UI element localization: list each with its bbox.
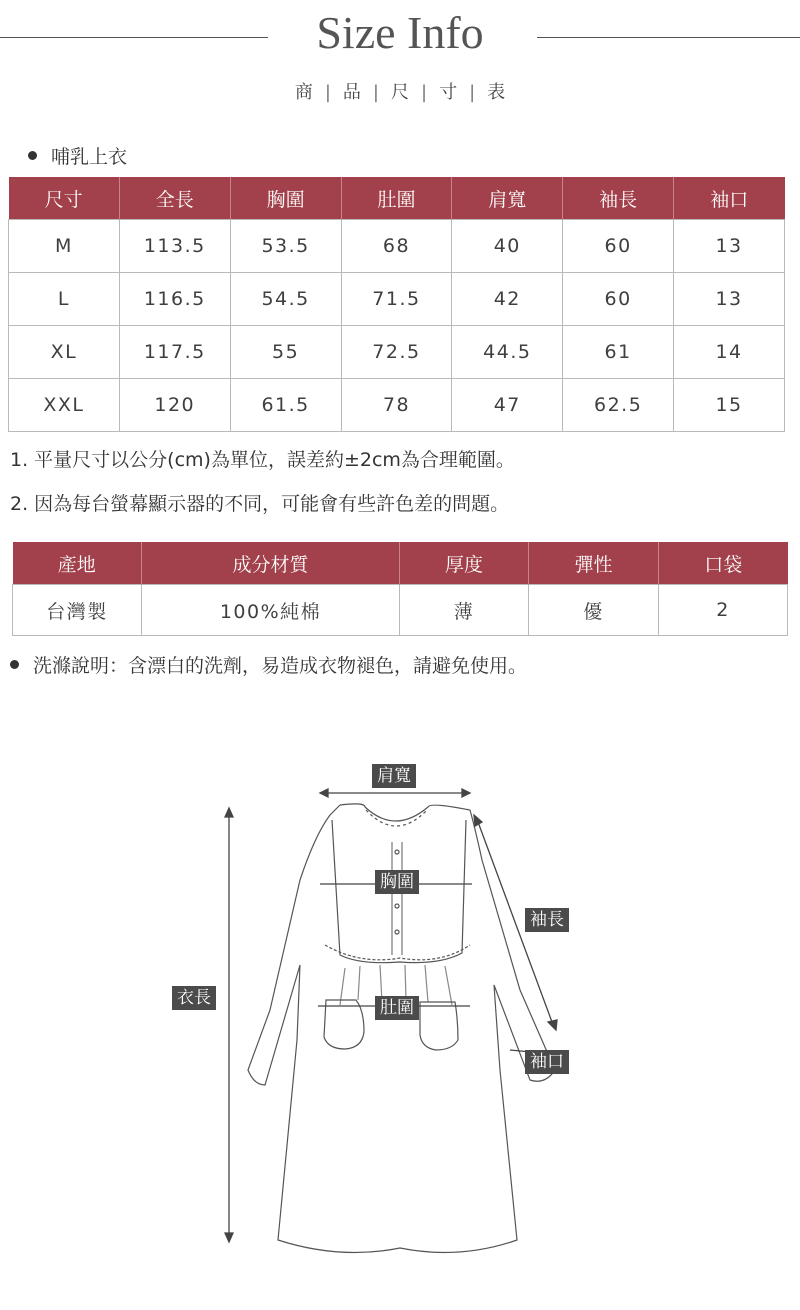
chest-label: 胸圍	[375, 870, 419, 894]
table-cell: 42	[452, 273, 563, 326]
table-cell: 61	[563, 326, 674, 379]
table-row	[9, 273, 785, 326]
column-header: 袖長	[563, 177, 674, 220]
subtitle-char: 尺	[391, 82, 409, 103]
table-cell: 40	[452, 220, 563, 273]
table-cell: L	[9, 273, 120, 326]
table-row	[9, 379, 785, 432]
column-header: 肩寬	[452, 177, 563, 220]
table-cell: 優	[529, 585, 659, 636]
shoulder-label: 肩寬	[372, 764, 416, 788]
table-cell: 15	[674, 379, 785, 432]
table-cell: M	[9, 220, 120, 273]
table-cell: 55	[230, 326, 341, 379]
table-cell: 60	[563, 220, 674, 273]
table-row	[13, 585, 788, 636]
table-cell: 54.5	[230, 273, 341, 326]
measurement-notes	[10, 438, 515, 526]
table-cell: 13	[674, 273, 785, 326]
table-cell: 68	[341, 220, 452, 273]
dress-illustration	[0, 740, 800, 1306]
column-header: 產地	[13, 542, 142, 585]
subtitle-char: 寸	[439, 82, 458, 103]
cuff-label: 袖口	[525, 1050, 569, 1074]
waist-label: 肚圍	[375, 996, 419, 1020]
table-cell: 44.5	[452, 326, 563, 379]
length-label: 衣長	[172, 986, 216, 1010]
product-name: 哺乳上衣	[51, 146, 128, 168]
table-row	[9, 220, 785, 273]
table-cell: 台灣製	[13, 585, 142, 636]
subtitle-char: 品	[342, 82, 361, 103]
wash-note-text: 洗滌說明：含漂白的洗劑，易造成衣物褪色，請避免使用。	[33, 655, 528, 677]
column-header: 厚度	[400, 542, 529, 585]
column-header: 尺寸	[9, 177, 120, 220]
garment-diagram	[0, 740, 800, 1306]
note-line: 1. 平量尺寸以公分(cm)為單位，誤差約±2cm為合理範圍。	[10, 449, 515, 471]
column-header: 袖口	[674, 177, 785, 220]
size-table-header	[9, 177, 785, 220]
table-cell: 113.5	[119, 220, 230, 273]
column-header: 成分材質	[142, 542, 400, 585]
column-header: 口袋	[659, 542, 788, 585]
table-row	[9, 326, 785, 379]
bullet-icon	[10, 660, 19, 669]
wash-instructions	[10, 651, 527, 678]
fabric-table	[12, 542, 788, 636]
note-line: 2. 因為每台螢幕顯示器的不同，可能會有些許色差的問題。	[10, 493, 510, 515]
column-header: 肚圍	[341, 177, 452, 220]
bullet-icon	[28, 151, 37, 160]
table-cell: 78	[341, 379, 452, 432]
column-header: 彈性	[529, 542, 659, 585]
table-cell: 53.5	[230, 220, 341, 273]
table-cell: 13	[674, 220, 785, 273]
sleeve-length-label: 袖長	[525, 908, 569, 932]
table-cell: 71.5	[341, 273, 452, 326]
subtitle-char: 表	[487, 82, 506, 103]
subtitle-char: 商	[294, 82, 313, 103]
table-cell: 薄	[400, 585, 529, 636]
table-cell: 100%純棉	[142, 585, 400, 636]
size-section-heading	[28, 142, 127, 169]
table-cell: 60	[563, 273, 674, 326]
size-table	[8, 177, 785, 432]
table-cell: 62.5	[563, 379, 674, 432]
table-cell: 72.5	[341, 326, 452, 379]
table-cell: 61.5	[230, 379, 341, 432]
table-cell: XXL	[9, 379, 120, 432]
table-cell: 47	[452, 379, 563, 432]
table-cell: 116.5	[119, 273, 230, 326]
table-cell: 120	[119, 379, 230, 432]
column-header: 胸圍	[230, 177, 341, 220]
column-header: 全長	[119, 177, 230, 220]
table-cell: 117.5	[119, 326, 230, 379]
table-cell: 14	[674, 326, 785, 379]
page-subtitle: 商 | 品 | 尺 | 寸 | 表	[294, 82, 506, 103]
table-cell: XL	[9, 326, 120, 379]
fabric-table-header	[13, 542, 788, 585]
table-cell: 2	[659, 585, 788, 636]
page-title: Size Info	[316, 7, 484, 58]
